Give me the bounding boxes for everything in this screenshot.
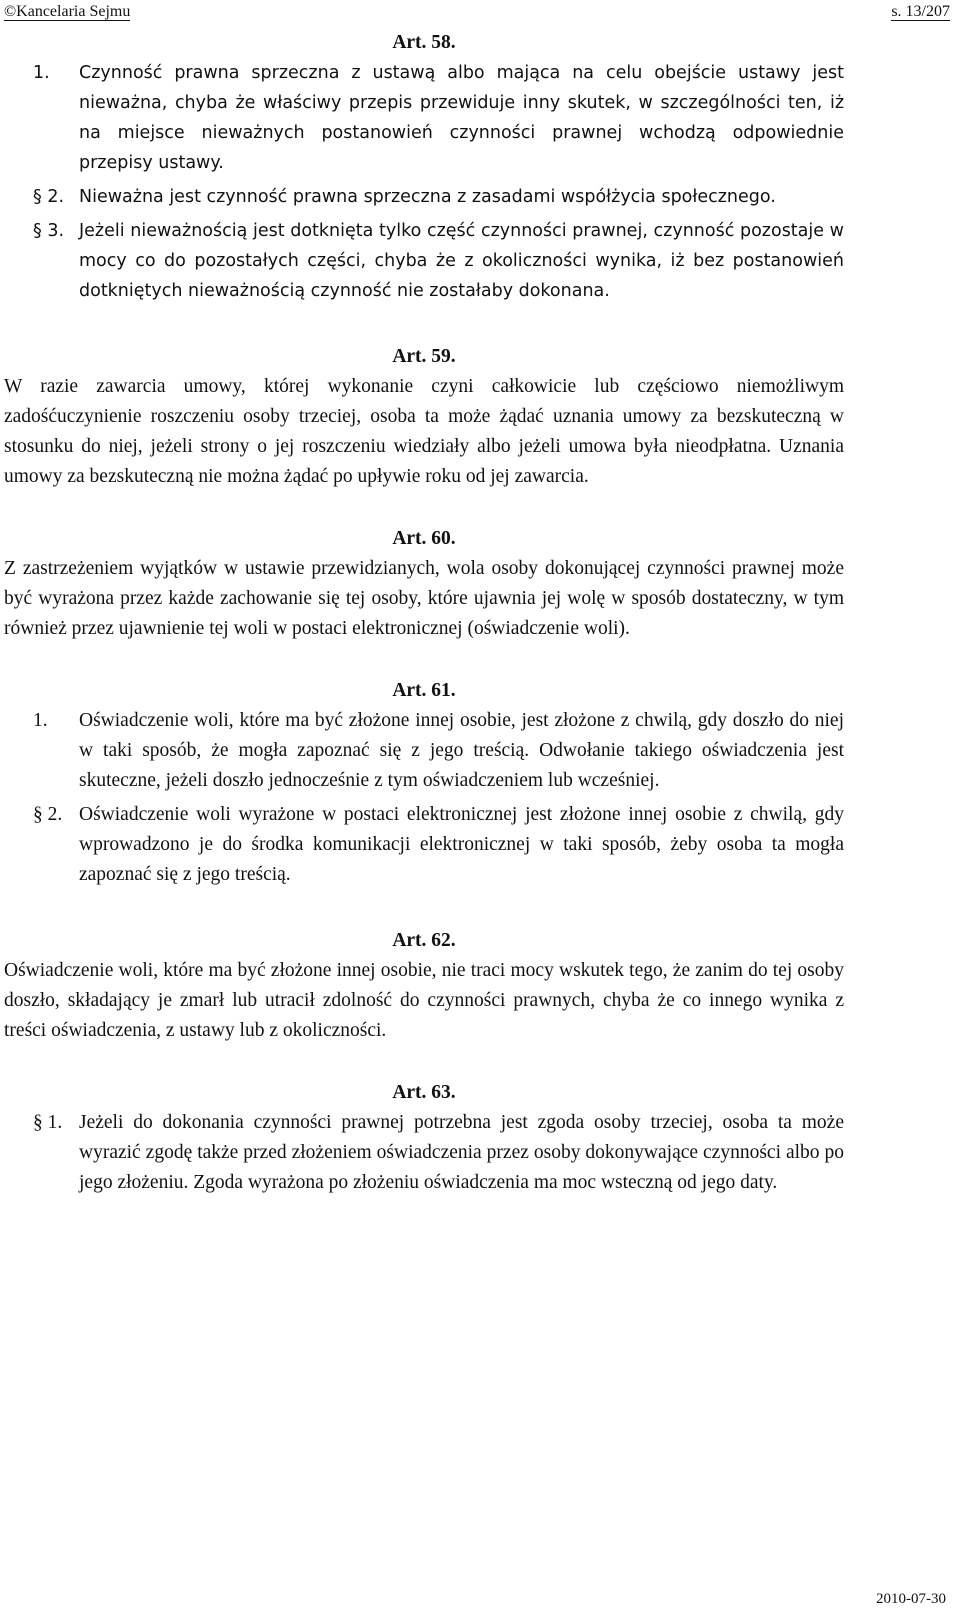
article-text: Oświadczenie woli, które ma być złożone innej osobie, nie traci mocy wskutek tego, że zanim do tej osoby doszło, składający je zmarł lub utracił zdolność do czynności prawnych, chyba że co innego wynika z treści oświadczenia, z ustawy lub z okoliczności.	[4, 960, 844, 1041]
header-page-number	[891, 2, 950, 22]
section-text: Czynność prawna sprzeczna z ustawą albo mająca na celu obejście ustawy jest nieważna, chyba że właściwy przepis przewiduje inny skutek, w szczególności ten, iż na miejsce nieważnych postanowień czynności prawnej wchodzą odpowiednie przepisy ustawy.	[79, 63, 844, 173]
article-text: Z zastrzeżeniem wyjątków w ustawie przewidzianych, wola osoby dokonującej czynności prawnej może być wyrażona przez każde zachowanie się tej osoby, które ujawnia jej wolę w sposób dostateczny, w tym również przez ujawnienie tej woli w postaci elektronicznej (oświadczenie woli).	[4, 558, 844, 639]
section-number: 1.	[33, 710, 48, 731]
article-60	[4, 524, 844, 644]
section-number: § 1.	[33, 1112, 63, 1133]
article-title: Art. 61.	[392, 680, 456, 701]
article-title: Art. 60.	[392, 528, 456, 549]
article-58	[4, 28, 844, 306]
section-number: § 2.	[33, 804, 63, 825]
article-62	[4, 926, 844, 1046]
section-number: § 2.	[33, 187, 65, 207]
article-section	[4, 706, 844, 796]
section-text: Oświadczenie woli, które ma być złożone innej osobie, jest złożone z chwilą, gdy doszło do niej w taki sposób, że mogła zapoznać się z jego treścią. Odwołanie takiego oświadczenia jest skuteczne, jeżeli doszło jednocześnie z tym oświadczeniem lub wcześniej.	[79, 710, 844, 791]
article-title: Art. 58.	[392, 32, 456, 53]
article-section	[4, 1108, 844, 1198]
article-section	[4, 182, 844, 212]
section-text: Oświadczenie woli wyrażone w postaci elektronicznej jest złożone innej osobie z chwilą, gdy wprowadzono je do środka komunikacji elektronicznej w taki sposób, żeby osoba ta mogła zapoznać się z jego treścią.	[79, 804, 844, 885]
article-title: Art. 62.	[392, 930, 456, 951]
article-text: W razie zawarcia umowy, której wykonanie czyni całkowicie lub częściowo niemożliwym zadośćuczynienie roszczeniu osoby trzeciej, osoba ta może żądać uznania umowy za bezskuteczną w stosunku do niej, jeżeli strony o jej roszczeniu wiedziały albo jeżeli umowa była nieodpłatna. Uznania umowy za bezskuteczną nie można żądać po upływie roku od jej zawarcia.	[4, 376, 844, 487]
article-title: Art. 63.	[392, 1082, 456, 1103]
document-body	[4, 28, 844, 1202]
header-source	[4, 2, 130, 22]
section-text: Jeżeli do dokonania czynności prawnej potrzebna jest zgoda osoby trzeciej, osoba ta może wyrazić zgodę także przed złożeniem oświadczenia przez osoby dokonywające czynności albo po jego złożeniu. Zgoda wyrażona po złożeniu oświadczenia ma moc wsteczną od jego daty.	[79, 1112, 844, 1193]
article-61	[4, 676, 844, 890]
page-number-label: s. 13/207	[891, 3, 950, 20]
section-text: Nieważna jest czynność prawna sprzeczna z zasadami współżycia społecznego.	[79, 187, 776, 207]
article-63	[4, 1078, 844, 1198]
section-number: § 3.	[33, 221, 65, 241]
section-text: Jeżeli nieważnością jest dotknięta tylko część czynności prawnej, czynność pozostaje w mocy co do pozostałych części, chyba że z okoliczności wynika, iż bez postanowień dotkniętych nieważnością czynność nie zostałaby dokonana.	[79, 221, 844, 301]
article-title: Art. 59.	[392, 346, 456, 367]
header-source-label: ©Kancelaria Sejmu	[4, 3, 131, 20]
section-number: 1.	[33, 63, 50, 83]
footer-date: 2010-07-30	[876, 1591, 946, 1607]
article-section	[4, 216, 844, 306]
article-section	[4, 800, 844, 890]
article-section	[4, 58, 844, 178]
article-59	[4, 342, 844, 492]
